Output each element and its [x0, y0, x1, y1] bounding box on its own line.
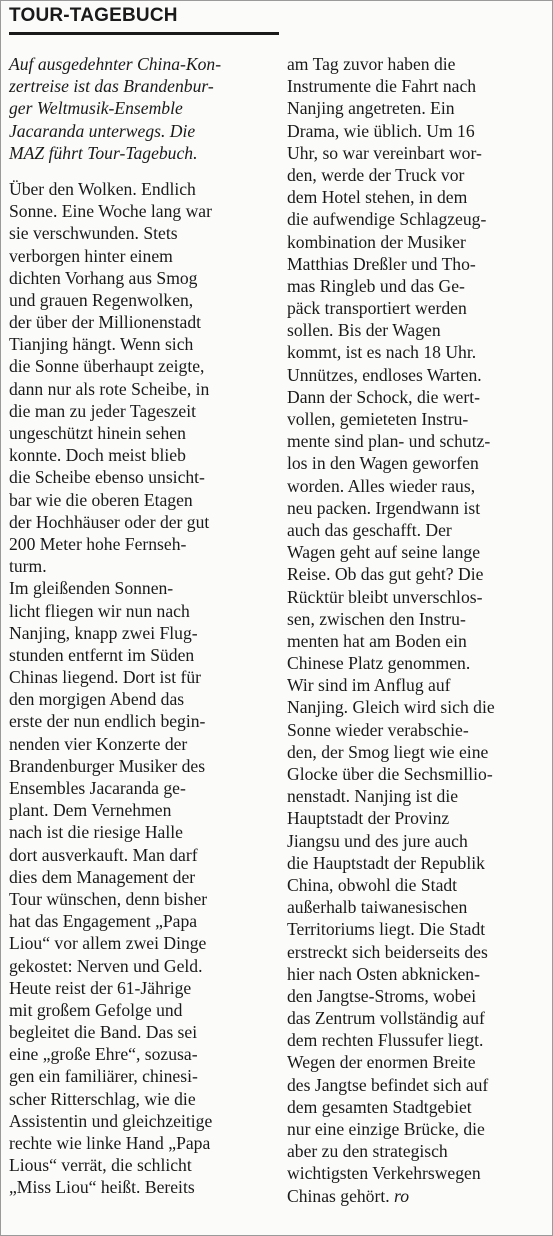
text-line: die man zu jeder Tageszeit: [9, 400, 197, 421]
text-line: Heute reist der 61-Jährige: [9, 977, 192, 998]
text-line: dem Hotel stehen, in dem: [287, 187, 468, 208]
text-line: päck transportiert werden: [287, 298, 467, 319]
intro-line: zertreise ist das Brandenbur-: [9, 76, 214, 97]
text-line: aber zu den strategisch: [287, 1141, 448, 1162]
text-line: Chinas liegend. Dort ist für: [9, 667, 202, 688]
text-line: „Miss Liou“ heißt. Bereits: [9, 1177, 195, 1198]
text-line: konnte. Doch meist blieb: [9, 445, 186, 466]
text-line: den, der Smog liegt wie eine: [287, 741, 489, 762]
text-line: Sonne. Eine Woche lang war: [9, 201, 212, 222]
text-line: Im gleißenden Sonnen-: [9, 578, 174, 599]
text-line: sie verschwunden. Stets: [9, 223, 178, 244]
text-line: Wagen geht auf seine lange: [287, 542, 481, 563]
text-line: Hauptstadt der Provinz: [287, 808, 450, 829]
intro-line: Jacaranda unterwegs. Die: [9, 120, 196, 141]
text-line: Matthias Dreßler und Tho-: [287, 253, 476, 274]
text-line: kombination der Musiker: [287, 231, 466, 252]
section-kicker: TOUR-TAGEBUCH: [9, 3, 279, 35]
text-line: Unnützes, endloses Warten.: [287, 364, 482, 385]
text-line: außerhalb taiwanesischen: [287, 897, 468, 918]
text-line: dem gesamten Stadtgebiet: [287, 1096, 472, 1117]
text-line: 200 Meter hohe Fernseh-: [9, 533, 187, 554]
column-right: [287, 53, 549, 1207]
text-line: auch das geschafft. Der: [287, 519, 452, 540]
text-line: der Hochhäuser oder der gut: [9, 511, 210, 532]
text-line: Assistentin und gleichzeitige: [9, 1110, 213, 1131]
intro-line: ger Weltmusik-Ensemble: [9, 98, 183, 119]
text-line: Nanjing. Gleich wird sich die: [287, 697, 495, 718]
intro-line: Auf ausgedehnter China-Kon-: [9, 54, 222, 74]
text-line: Chinese Platz genommen.: [287, 653, 471, 674]
text-line: Tianjing hängt. Wenn sich: [9, 334, 194, 355]
text-line: nenstadt. Nanjing ist die: [287, 786, 459, 807]
text-line: verborgen hinter einem: [9, 245, 173, 266]
text-line: Sonne wieder verabschie-: [287, 719, 469, 740]
text-line: erstreckt sich beiderseits des: [287, 941, 488, 962]
text-line: Territoriums liegt. Die Stadt: [287, 919, 486, 940]
text-line: Instrumente die Fahrt nach: [287, 76, 477, 97]
text-line: stunden entfernt im Süden: [9, 644, 195, 665]
text-line: China, obwohl die Stadt: [287, 874, 458, 895]
spacer: [9, 164, 281, 178]
text-line: gen ein familiärer, chinesi-: [9, 1066, 198, 1087]
text-line: den, werde der Truck vor: [287, 164, 465, 185]
text-line: am Tag zuvor haben die: [287, 54, 456, 74]
text-line: der über der Millionenstadt: [9, 312, 202, 333]
text-line: nach ist die riesige Halle: [9, 822, 183, 843]
text-line: sollen. Bis der Wagen: [287, 320, 441, 341]
text-line: den Jangtse-Stroms, wobei: [287, 985, 477, 1006]
text-line: wichtigsten Verkehrswegen: [287, 1163, 481, 1184]
author-initials: ro: [394, 1185, 410, 1206]
text-line: [287, 1185, 549, 1207]
text-line: nur eine einzige Brücke, die: [287, 1119, 485, 1139]
text-line: worden. Alles wieder raus,: [287, 475, 476, 496]
text-line: Nanjing angetreten. Ein: [287, 98, 455, 119]
text-line: gekostet: Nerven und Geld.: [9, 955, 203, 976]
text-line: die aufwendige Schlagzeug-: [287, 209, 487, 230]
text-line: menten hat am Boden ein: [287, 630, 467, 651]
text-line: turm.: [9, 556, 47, 577]
text-line: vollen, gemieteten Instru-: [287, 409, 469, 429]
text-line: kommt, ist es nach 18 Uhr.: [287, 342, 477, 363]
text-line: Uhr, so war vereinbart wor-: [287, 142, 482, 163]
text-line: dann nur als rote Scheibe, in: [9, 378, 210, 399]
text-line: Nanjing, knapp zwei Flug-: [9, 622, 198, 643]
text-line: Über den Wolken. Endlich: [9, 178, 196, 199]
text-line: die Scheibe ebenso unsicht-: [9, 467, 205, 488]
text-line: eine „große Ehre“, sozusa-: [9, 1044, 198, 1065]
text-line: los in den Wagen geworfen: [287, 453, 479, 474]
body-text-left: [9, 178, 281, 1199]
text-line: plant. Dem Vernehmen: [9, 800, 172, 821]
text-line: Brandenburger Musiker des: [9, 755, 206, 776]
text-line: scher Ritterschlag, wie die: [9, 1088, 196, 1109]
text-line: sen, zwischen den Instru-: [287, 608, 466, 629]
text-line: dies dem Management der: [9, 866, 196, 887]
text-line: Liou“ vor allem zwei Dinge: [9, 933, 207, 954]
column-left: [9, 53, 281, 1199]
text-line: die Sonne überhaupt zeigte,: [9, 356, 205, 377]
text-line: rechte wie linke Hand „Papa: [9, 1133, 211, 1153]
text-line: Drama, wie üblich. Um 16: [287, 120, 475, 141]
text-line: dem rechten Flussufer liegt.: [287, 1030, 484, 1051]
body-text-right: [287, 53, 549, 1207]
intro-line: MAZ führt Tour-Tagebuch.: [9, 142, 198, 163]
text-line: Jiangsu und des jure auch: [287, 830, 468, 851]
text-line: hier nach Osten abknicken-: [287, 963, 480, 984]
text-line: den morgigen Abend das: [9, 689, 185, 710]
text-line: dichten Vorhang aus Smog: [9, 267, 198, 288]
text-line: mit großem Gefolge und: [9, 999, 183, 1020]
text-line: mente sind plan- und schutz-: [287, 431, 491, 452]
text-line: Ensembles Jacaranda ge-: [9, 778, 186, 798]
text-line: neu packen. Irgendwann ist: [287, 497, 481, 518]
text-line: das Zentrum vollständig auf: [287, 1008, 485, 1029]
text-line: Tour wünschen, denn bisher: [9, 888, 208, 909]
text-line: Glocke über die Sechsmillio-: [287, 764, 493, 784]
text-line: bar wie die oberen Etagen: [9, 489, 193, 510]
text-line: die Hauptstadt der Republik: [287, 852, 485, 873]
text-line: Wir sind im Anflug auf: [287, 675, 451, 696]
text-line: und grauen Regenwolken,: [9, 289, 194, 310]
text-line: nenden vier Konzerte der: [9, 733, 188, 754]
text-line: Dann der Schock, die wert-: [287, 386, 480, 407]
text-line: des Jangtse befindet sich auf: [287, 1074, 489, 1095]
text-line-end: Chinas gehört.: [287, 1185, 390, 1206]
text-line: licht fliegen wir nun nach: [9, 600, 190, 621]
text-line: mas Ringleb und das Ge-: [287, 275, 465, 296]
text-line: erste der nun endlich begin-: [9, 711, 206, 732]
text-line: ungeschützt hinein sehen: [9, 423, 186, 443]
text-line: Lious“ verrät, die schlicht: [9, 1155, 192, 1176]
intro-text: [9, 53, 281, 164]
text-line: Reise. Ob das gut geht? Die: [287, 564, 484, 585]
text-line: Rücktür bleibt unverschlos-: [287, 586, 483, 607]
text-line: begleitet die Band. Das sei: [9, 1022, 198, 1043]
text-line: hat das Engagement „Papa: [9, 911, 198, 932]
text-line: Wegen der enormen Breite: [287, 1052, 476, 1073]
text-line: dort ausverkauft. Man darf: [9, 844, 198, 865]
